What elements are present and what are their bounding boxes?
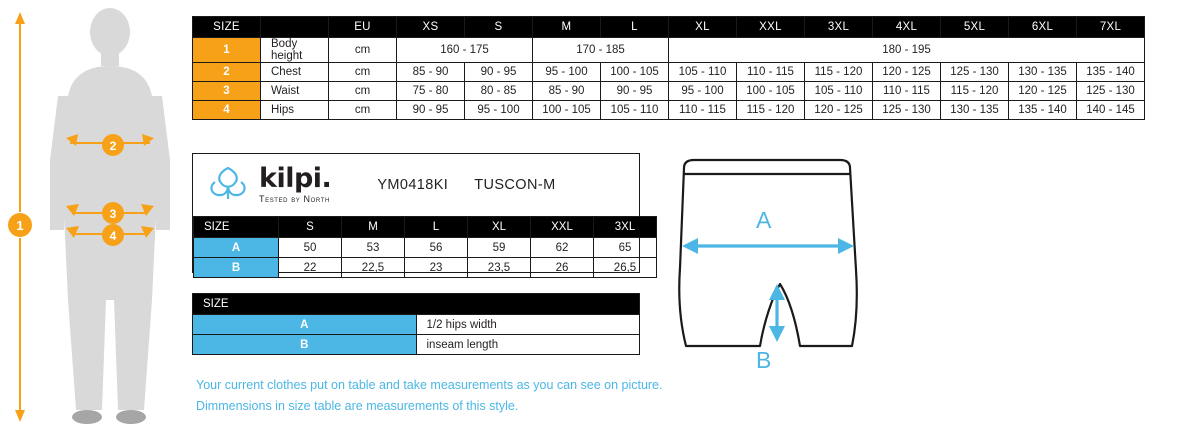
cell: 23	[405, 258, 468, 278]
svg-text:3: 3	[109, 207, 117, 221]
cell: 110 - 115	[873, 82, 941, 101]
instruction-notes	[196, 375, 816, 417]
garment-measurements-table	[193, 216, 657, 278]
header-l: L	[405, 217, 468, 238]
table-row	[193, 82, 1145, 101]
table-header-row	[193, 17, 1145, 38]
row-unit: cm	[329, 63, 397, 82]
kilpi-logo-icon	[205, 162, 251, 209]
row-label: Waist	[261, 82, 329, 101]
row-marker: 2	[193, 63, 261, 82]
row-unit: cm	[329, 38, 397, 63]
cell: 90 - 95	[397, 101, 465, 120]
cell: 120 - 125	[1009, 82, 1077, 101]
cell: 26,5	[594, 258, 657, 278]
header-4xl: 4XL	[873, 17, 941, 38]
cell: 100 - 105	[533, 101, 601, 120]
row-label: Chest	[261, 63, 329, 82]
header-size: SIZE	[193, 294, 640, 315]
row-key: B	[194, 258, 279, 278]
cell: 130 - 135	[941, 101, 1009, 120]
brand-tagline: Tested by North	[259, 194, 330, 204]
cell-merged: 180 - 195	[669, 38, 1145, 63]
header-s: S	[279, 217, 342, 238]
product-code: YM0418KI	[377, 177, 449, 193]
cell: 23,5	[468, 258, 531, 278]
table-row	[193, 63, 1145, 82]
header-eu: EU	[329, 17, 397, 38]
header-xxl: XXL	[531, 217, 594, 238]
shorts-diagram	[660, 150, 960, 380]
cell: 100 - 105	[737, 82, 805, 101]
cell: 62	[531, 238, 594, 258]
table-row	[193, 335, 640, 355]
shorts-outline-icon	[679, 160, 857, 346]
cell: 22,5	[342, 258, 405, 278]
row-label: Body height	[261, 38, 329, 63]
cell-merged: 160 - 175	[397, 38, 533, 63]
body-size-table-container	[192, 16, 1145, 120]
marker-3	[102, 202, 124, 224]
cell: 90 - 95	[465, 63, 533, 82]
header-xs: XS	[397, 17, 465, 38]
cell: 130 - 135	[1009, 63, 1077, 82]
row-marker: 1	[193, 38, 261, 63]
row-label: Hips	[261, 101, 329, 120]
table-header-row	[194, 217, 657, 238]
header-xl: XL	[468, 217, 531, 238]
cell: 95 - 100	[533, 63, 601, 82]
svg-text:1: 1	[16, 218, 24, 233]
cell: 125 - 130	[941, 63, 1009, 82]
header-3xl: 3XL	[805, 17, 873, 38]
cell: 105 - 110	[669, 63, 737, 82]
header-l: L	[601, 17, 669, 38]
product-name: TUSCON-M	[474, 177, 556, 193]
header-6xl: 6XL	[1009, 17, 1077, 38]
note-line-1: Your current clothes put on table and take measurements as you can see on picture.	[196, 378, 663, 392]
header-7xl: 7XL	[1077, 17, 1145, 38]
header-size: SIZE	[193, 17, 261, 38]
table-row	[194, 238, 657, 258]
note-line-2: Dimmensions in size table are measurements of this style.	[196, 399, 519, 413]
cell: 100 - 105	[601, 63, 669, 82]
marker-1	[8, 213, 32, 237]
marker-4	[102, 224, 124, 246]
row-key: B	[193, 335, 417, 355]
cell: 50	[279, 238, 342, 258]
cell: 90 - 95	[601, 82, 669, 101]
cell: 75 - 80	[397, 82, 465, 101]
row-marker: 3	[193, 82, 261, 101]
cell: 105 - 110	[601, 101, 669, 120]
brand-name: kilpi.	[259, 163, 332, 194]
table-row	[193, 101, 1145, 120]
row-description: inseam length	[416, 335, 640, 355]
cell: 125 - 130	[1077, 82, 1145, 101]
feet-shape	[72, 410, 146, 424]
header-xxl: XXL	[737, 17, 805, 38]
cell: 95 - 100	[465, 101, 533, 120]
cell: 110 - 115	[669, 101, 737, 120]
cell: 85 - 90	[533, 82, 601, 101]
row-description: 1/2 hips width	[416, 315, 640, 335]
cell: 135 - 140	[1009, 101, 1077, 120]
cell: 26	[531, 258, 594, 278]
cell: 65	[594, 238, 657, 258]
svg-text:2: 2	[109, 139, 117, 153]
header-size: SIZE	[194, 217, 279, 238]
cell: 95 - 100	[669, 82, 737, 101]
cell-merged: 170 - 185	[533, 38, 669, 63]
cell: 85 - 90	[397, 63, 465, 82]
table-row	[193, 315, 640, 335]
cell: 115 - 120	[737, 101, 805, 120]
header-3xl: 3XL	[594, 217, 657, 238]
brand-product-block	[192, 153, 640, 273]
header-blank	[261, 17, 329, 38]
cell: 53	[342, 238, 405, 258]
header-s: S	[465, 17, 533, 38]
label-b: B	[756, 347, 772, 373]
header-m: M	[533, 17, 601, 38]
label-a: A	[756, 207, 772, 233]
cell: 80 - 85	[465, 82, 533, 101]
table-header-row	[193, 294, 640, 315]
row-marker: 4	[193, 101, 261, 120]
table-row	[193, 38, 1145, 63]
cell: 56	[405, 238, 468, 258]
cell: 115 - 120	[941, 82, 1009, 101]
body-size-table	[192, 16, 1145, 120]
cell: 22	[279, 258, 342, 278]
marker-2	[102, 134, 124, 156]
body-figure-panel	[0, 0, 192, 436]
measurement-legend-table	[192, 293, 640, 355]
cell: 120 - 125	[873, 63, 941, 82]
row-unit: cm	[329, 82, 397, 101]
cell: 110 - 115	[737, 63, 805, 82]
table-row	[194, 258, 657, 278]
header-5xl: 5XL	[941, 17, 1009, 38]
cell: 120 - 125	[805, 101, 873, 120]
row-key: A	[193, 315, 417, 335]
cell: 125 - 130	[873, 101, 941, 120]
svg-text:4: 4	[109, 229, 117, 243]
cell: 115 - 120	[805, 63, 873, 82]
header-m: M	[342, 217, 405, 238]
cell: 140 - 145	[1077, 101, 1145, 120]
row-key: A	[194, 238, 279, 258]
header-xl: XL	[669, 17, 737, 38]
row-unit: cm	[329, 101, 397, 120]
cell: 59	[468, 238, 531, 258]
cell: 105 - 110	[805, 82, 873, 101]
cell: 135 - 140	[1077, 63, 1145, 82]
